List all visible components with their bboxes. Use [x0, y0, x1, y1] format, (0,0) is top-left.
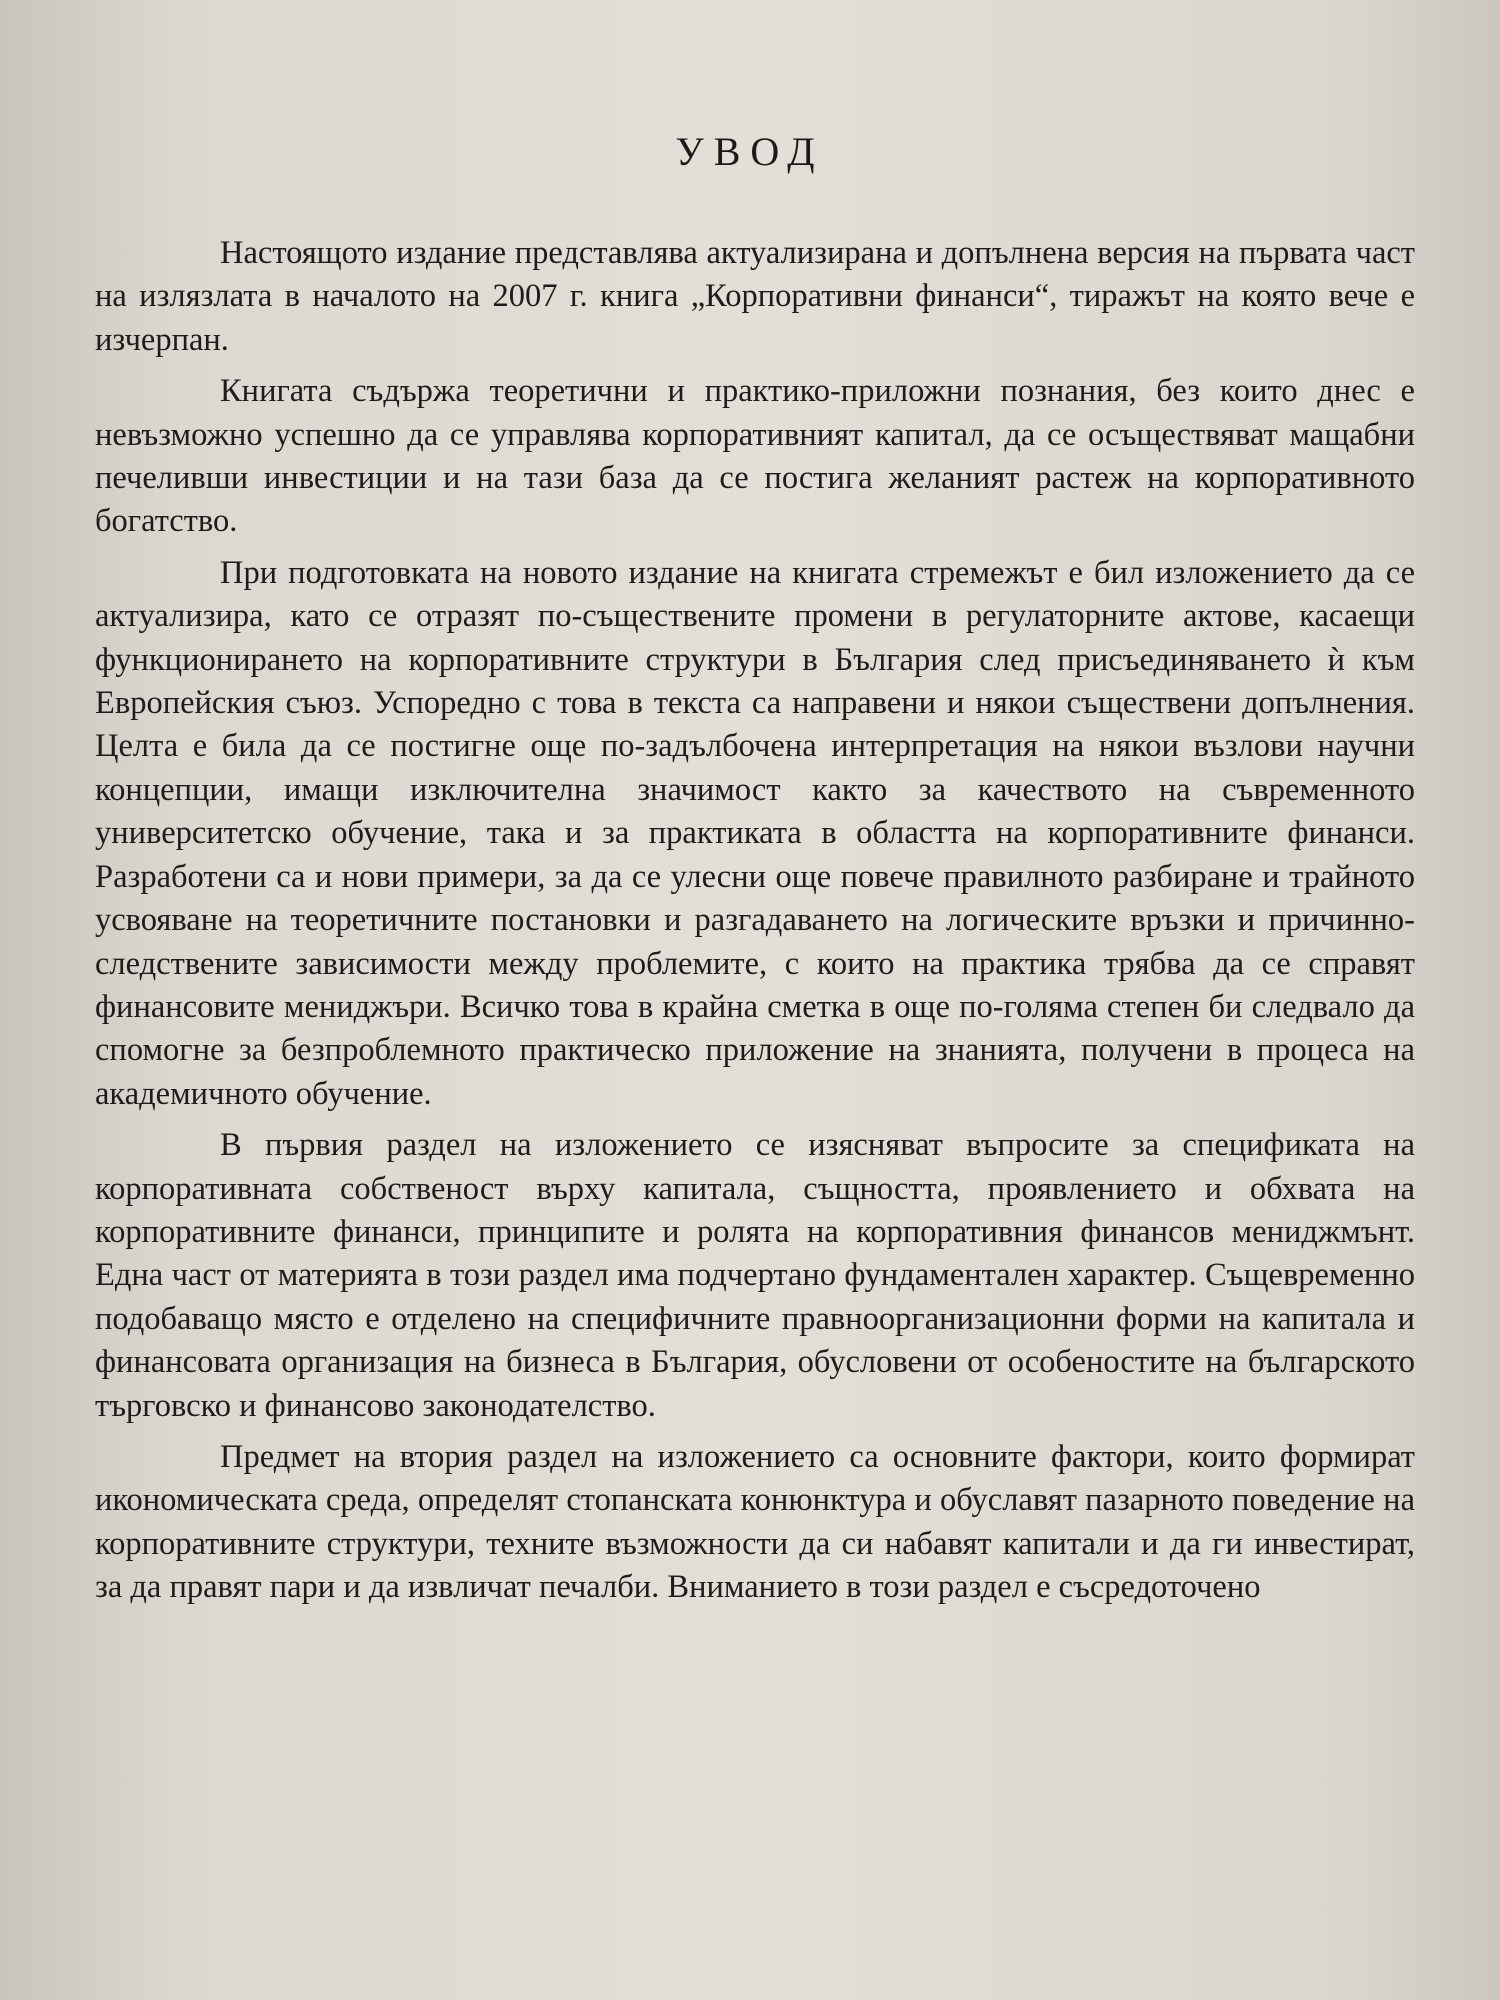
paragraph-4: В първия раздел на изложението се изясняват въпросите за спецификата на корпоративната собственост върху капитала, същността, проявлението и обхвата на корпоративните финанси, принципите и ролята на корпоративния финансов мениджмънт. Една част от материята в този раздел има подчертано фундаментален характер. Същевременно подобаващо място е отделено на специфичните правноорганизационни форми на капитала и финансовата организация на бизнеса в България, обусловени от особеностите на българското търговско и финансово законодателство.: [95, 1127, 1415, 1424]
paragraph-5: Предмет на втория раздел на изложението са основните фактори, които формират икономическата среда, определят стопанската конюнктура и обуславят пазарното поведение на корпоративните структури, техните възможности да си набавят капитали и да ги инвестират, за да правят пари и да извличат печалби. Вниманието в този раздел е съсредоточено: [95, 1438, 1415, 1606]
paragraph-2: Книгата съдържа теоретични и практико-приложни познания, без които днес е невъзможно успешно да се управлява корпоративният капитал, да се осъществяват мащабни печеливши инвестиции и на тази база да се постига желаният растеж на корпоративното богатство.: [95, 373, 1415, 540]
paragraph-1: Настоящото издание представлява актуализирана и допълнена версия на първата част на излязлата в началото на 2007 г. книга „Корпоративни финанси“, тиражът на която вече е изчерпан.: [95, 235, 1415, 358]
body-text: [95, 232, 1415, 1618]
paragraph-3: При подготовката на новото издание на книгата стремежът е бил изложението да се актуализира, като се отразят по-съществените промени в регулаторните актове, касаещи функционирането на корпоративните структури в България след присъединяването ѝ към Европейския съюз. Успоредно с това в текста са направени и някои съществени допълнения. Целта е била да се постигне още по-задълбочена интерпретация на някои възлови научни концепции, имащи изключителна значимост както за качеството на съвременното университетско обучение, така и за практиката в областта на корпоративните финанси. Разработени са и нови примери, за да се улесни още повече правилното разбиране и трайното усвояване на теоретичните постановки и разгадаването на логическите връзки и причинно-следствените зависимости между проблемите, с които на практика трябва да се справят финансовите мениджъри. Всичко това в крайна сметка в още по-голяма степен би следвало да спомогне за безпроблемното практическо приложение на знанията, получени в процеса на академичното обучение.: [95, 554, 1415, 1112]
page-title: УВОД: [675, 129, 825, 174]
